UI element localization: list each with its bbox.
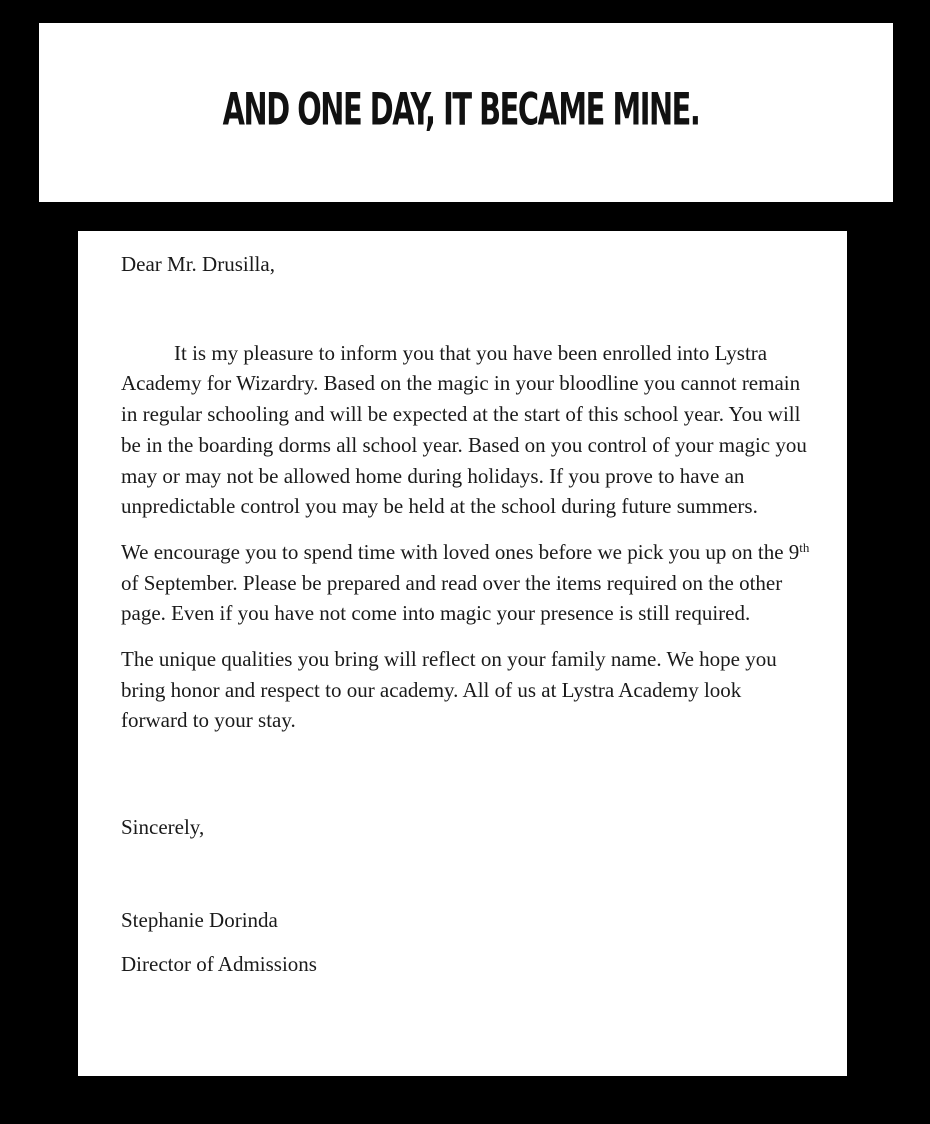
signature-title: Director of Admissions — [121, 951, 317, 976]
signature-name: Stephanie Dorinda — [121, 907, 278, 932]
paragraph-encouragement — [121, 537, 811, 629]
paragraph-qualities: The unique qualities you bring will reflect on your family name. We hope you bring honor and respect to our academy. All of us at Lystra Academy look forward to your stay. — [121, 647, 777, 733]
closing: Sincerely, — [121, 815, 205, 840]
paragraph-encouragement-end: of September. Please be prepared and read over the items required on the other page. Even if you have not come into magic your presence is still required. — [121, 570, 783, 626]
letter-body — [121, 249, 811, 979]
letter-page — [78, 231, 847, 1076]
ordinal-suffix: th — [799, 539, 810, 555]
paragraph-enrollment: It is my pleasure to inform you that you have been enrolled into Lystra Academy for Wizardry. Based on the magic in your bloodline you cannot remain in regular schooling and will be expected at the start of this school year. You will be in the boarding dorms all school year. Based on you control of your magic you may or may not be allowed home during holidays. If you prove to have an unpredictable control you may be held at the school during future summers. — [121, 340, 807, 519]
title-banner — [39, 23, 893, 202]
salutation: Dear Mr. Drusilla, — [121, 252, 275, 276]
paragraph-encouragement-start: We encourage you to spend time with loved ones before we pick you up on the 9 — [121, 539, 800, 564]
banner-title: AND ONE DAY, IT BECAME MINE. — [222, 83, 700, 136]
